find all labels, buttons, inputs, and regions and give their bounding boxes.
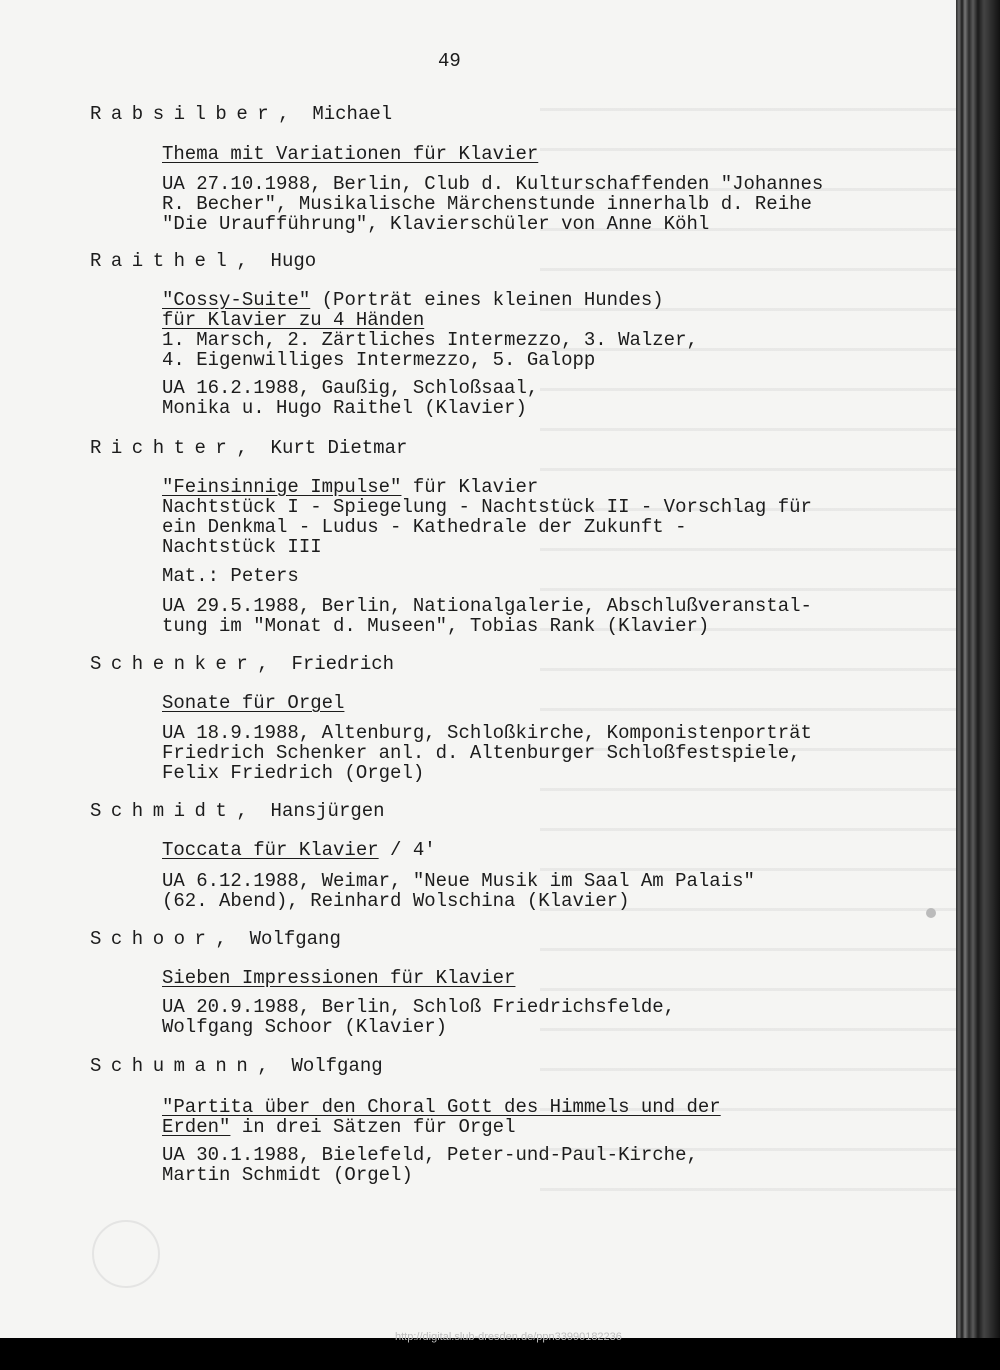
composer-firstname: Kurt Dietmar	[270, 437, 408, 459]
composer-name: Schumann, Wolfgang	[90, 1055, 383, 1077]
work-title	[162, 290, 664, 310]
composer-firstname: Friedrich	[291, 653, 395, 675]
work-title	[162, 1097, 721, 1137]
work-title-text: Toccata für Klavier	[162, 839, 379, 861]
composer-firstname: Wolfgang	[249, 928, 341, 950]
composer-name: Rabsilber, Michael	[90, 103, 393, 125]
work-title	[162, 840, 436, 860]
work-title-suffix: (Porträt eines kleinen Hundes)	[310, 289, 664, 311]
premiere-details: UA 16.2.1988, Gaußig, Schloßsaal, Monika u. Hugo Raithel (Klavier)	[162, 377, 539, 419]
composer-surname: Richter	[90, 437, 237, 459]
work-movements: Nachtstück I - Spiegelung - Nachtstück II - Vorschlag für ein Denkmal - Ludus - Kathedrale der Zukunft - Nachtstück III	[162, 496, 812, 558]
page-number: 49	[438, 50, 461, 72]
bleed-through-text	[540, 90, 960, 1210]
composer-surname: Schoor	[90, 928, 216, 950]
composer-surname: Schmidt	[90, 800, 237, 822]
page-edges	[956, 0, 1000, 1338]
work-title	[162, 144, 538, 164]
work-title-suffix: für Klavier	[401, 476, 539, 498]
composer-name: Richter, Kurt Dietmar	[90, 437, 408, 459]
work-title-text: Thema mit Variationen für Klavier	[162, 143, 539, 165]
work-title-line2	[162, 310, 424, 330]
premiere-details: UA 20.9.1988, Berlin, Schloß Friedrichsfelde, Wolfgang Schoor (Klavier)	[162, 996, 676, 1038]
composer-surname: Raithel	[90, 250, 237, 272]
premiere-details: UA 29.5.1988, Berlin, Nationalgalerie, Abschlußveranstal- tung im "Monat d. Museen", Tobias Rank (Klavier)	[162, 595, 812, 637]
premiere-details: UA 27.10.1988, Berlin, Club d. Kulturschaffenden "Johannes R. Becher", Musikalische Märchenstunde innerhalb d. Reihe "Die Uraufführung", Klavierschüler von Anne Köhl	[162, 173, 824, 235]
footer-url: http://digital.slub-dresden.de/ppn33990182236	[395, 1331, 622, 1343]
premiere-details: UA 18.9.1988, Altenburg, Schloßkirche, Komponistenporträt Friedrich Schenker anl. d. Altenburger Schloßfestspiele, Felix Friedrich (Orgel)	[162, 722, 812, 784]
composer-firstname: Hansjürgen	[270, 800, 385, 822]
work-title-text: "Partita über den Choral Gott des Himmels und der Erden"	[162, 1096, 721, 1138]
punch-hole	[926, 908, 936, 918]
work-title-text: "Cossy-Suite"	[162, 289, 311, 311]
composer-firstname: Hugo	[270, 250, 317, 272]
work-title-text: "Feinsinnige Impulse"	[162, 476, 402, 498]
work-title	[162, 477, 538, 497]
work-title	[162, 968, 515, 988]
premiere-details: UA 30.1.1988, Bielefeld, Peter-und-Paul-Kirche, Martin Schmidt (Orgel)	[162, 1144, 698, 1186]
material-note: Mat.: Peters	[162, 565, 299, 587]
faded-stamp	[92, 1220, 160, 1288]
work-title-text: Sonate für Orgel	[162, 692, 345, 714]
composer-surname: Schumann	[90, 1055, 258, 1077]
composer-firstname: Wolfgang	[291, 1055, 383, 1077]
work-contents: 1. Marsch, 2. Zärtliches Intermezzo, 3. Walzer, 4. Eigenwilliges Intermezzo, 5. Galopp	[162, 329, 698, 371]
work-duration: / 4'	[378, 839, 436, 861]
premiere-details: UA 6.12.1988, Weimar, "Neue Musik im Saal Am Palais" (62. Abend), Reinhard Wolschina (Klavier)	[162, 870, 755, 912]
work-title-text: für Klavier zu 4 Händen	[162, 309, 425, 331]
work-title	[162, 693, 344, 713]
composer-name: Raithel, Hugo	[90, 250, 317, 272]
composer-name: Schoor, Wolfgang	[90, 928, 341, 950]
work-title-suffix: in drei Sätzen für Orgel	[230, 1116, 516, 1138]
work-title-text: Sieben Impressionen für Klavier	[162, 967, 516, 989]
composer-name: Schmidt, Hansjürgen	[90, 800, 385, 822]
composer-firstname: Michael	[312, 103, 393, 125]
composer-surname: Schenker	[90, 653, 258, 675]
composer-surname: Rabsilber	[90, 103, 279, 125]
composer-name: Schenker, Friedrich	[90, 653, 395, 675]
